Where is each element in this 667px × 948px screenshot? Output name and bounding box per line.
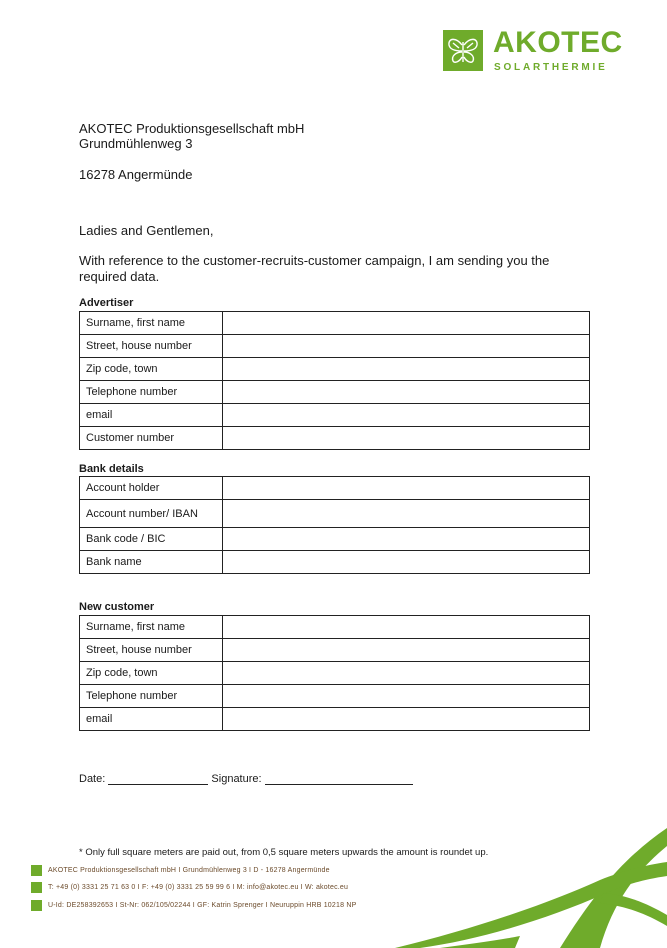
table-row bbox=[80, 381, 590, 404]
field-input[interactable] bbox=[223, 551, 590, 574]
field-input[interactable] bbox=[223, 381, 590, 404]
field-label: Customer number bbox=[80, 427, 223, 450]
footer-square-icon bbox=[31, 900, 42, 911]
table-row bbox=[80, 551, 590, 574]
field-label: Telephone number bbox=[80, 381, 223, 404]
field-label: Surname, first name bbox=[80, 312, 223, 335]
field-label: Surname, first name bbox=[80, 616, 223, 639]
signature-line bbox=[79, 772, 413, 785]
field-label: Account number/ IBAN bbox=[80, 500, 223, 528]
table-row bbox=[80, 528, 590, 551]
table-row bbox=[80, 335, 590, 358]
field-input[interactable] bbox=[223, 312, 590, 335]
field-input[interactable] bbox=[223, 477, 590, 500]
recipient-city: 16278 Angermünde bbox=[79, 167, 193, 182]
table-row bbox=[80, 708, 590, 731]
footer-line: U-Id: DE258392653 I St-Nr: 062/105/02244 I GF: Katrin Sprenger I Neuruppin HRB 10218 NP bbox=[48, 901, 357, 909]
footer-registration bbox=[31, 899, 356, 911]
new-customer-table bbox=[79, 615, 590, 731]
field-label: email bbox=[80, 404, 223, 427]
brand-name: AKOTEC bbox=[493, 26, 623, 59]
field-input[interactable] bbox=[223, 616, 590, 639]
field-label: Bank code / BIC bbox=[80, 528, 223, 551]
table-row bbox=[80, 616, 590, 639]
footer-line: T: +49 (0) 3331 25 71 63 0 I F: +49 (0) 3331 25 59 99 6 I M: info@akotec.eu I W: akotec.eu bbox=[48, 883, 349, 891]
recipient-street: Grundmühlenweg 3 bbox=[79, 136, 193, 151]
advertiser-table bbox=[79, 311, 590, 450]
table-row bbox=[80, 312, 590, 335]
letter-body: With reference to the customer-recruits-customer campaign, I am sending you the required data. bbox=[79, 253, 550, 284]
date-label: Date: bbox=[79, 773, 106, 785]
brand-tagline: SOLARTHERMIE bbox=[494, 62, 608, 73]
footnote: * Only full square meters are paid out, from 0,5 square meters upwards the amount is roundet up. bbox=[79, 847, 489, 858]
table-row bbox=[80, 427, 590, 450]
bank-table bbox=[79, 476, 590, 574]
table-row bbox=[80, 358, 590, 381]
bank-title: Bank details bbox=[79, 463, 144, 475]
recipient-company: AKOTEC Produktionsgesellschaft mbH bbox=[79, 121, 305, 136]
field-label: Zip code, town bbox=[80, 358, 223, 381]
footer-line: AKOTEC Produktionsgesellschaft mbH I Grundmühlenweg 3 I D - 16278 Angermünde bbox=[48, 866, 330, 874]
table-row bbox=[80, 662, 590, 685]
field-label: email bbox=[80, 708, 223, 731]
salutation: Ladies and Gentlemen, bbox=[79, 223, 214, 238]
footer-square-icon bbox=[31, 865, 42, 876]
field-input[interactable] bbox=[223, 639, 590, 662]
new-customer-title: New customer bbox=[79, 601, 155, 613]
field-label: Bank name bbox=[80, 551, 223, 574]
footer-address bbox=[31, 864, 330, 876]
field-input[interactable] bbox=[223, 708, 590, 731]
date-field[interactable] bbox=[108, 772, 208, 785]
akotec-logo bbox=[443, 26, 643, 74]
field-input[interactable] bbox=[223, 404, 590, 427]
field-label: Street, house number bbox=[80, 639, 223, 662]
field-input[interactable] bbox=[223, 500, 590, 528]
field-label: Account holder bbox=[80, 477, 223, 500]
footer-contact bbox=[31, 881, 348, 893]
field-input[interactable] bbox=[223, 528, 590, 551]
field-label: Street, house number bbox=[80, 335, 223, 358]
field-input[interactable] bbox=[223, 662, 590, 685]
butterfly-icon bbox=[443, 30, 483, 71]
field-input[interactable] bbox=[223, 427, 590, 450]
table-row bbox=[80, 477, 590, 500]
signature-field[interactable] bbox=[265, 772, 413, 785]
signature-label: Signature: bbox=[211, 773, 262, 785]
footer-square-icon bbox=[31, 882, 42, 893]
field-input[interactable] bbox=[223, 358, 590, 381]
table-row bbox=[80, 404, 590, 427]
advertiser-title: Advertiser bbox=[79, 297, 134, 309]
field-input[interactable] bbox=[223, 685, 590, 708]
field-label: Zip code, town bbox=[80, 662, 223, 685]
field-input[interactable] bbox=[223, 335, 590, 358]
table-row bbox=[80, 500, 590, 528]
table-row bbox=[80, 639, 590, 662]
field-label: Telephone number bbox=[80, 685, 223, 708]
table-row bbox=[80, 685, 590, 708]
